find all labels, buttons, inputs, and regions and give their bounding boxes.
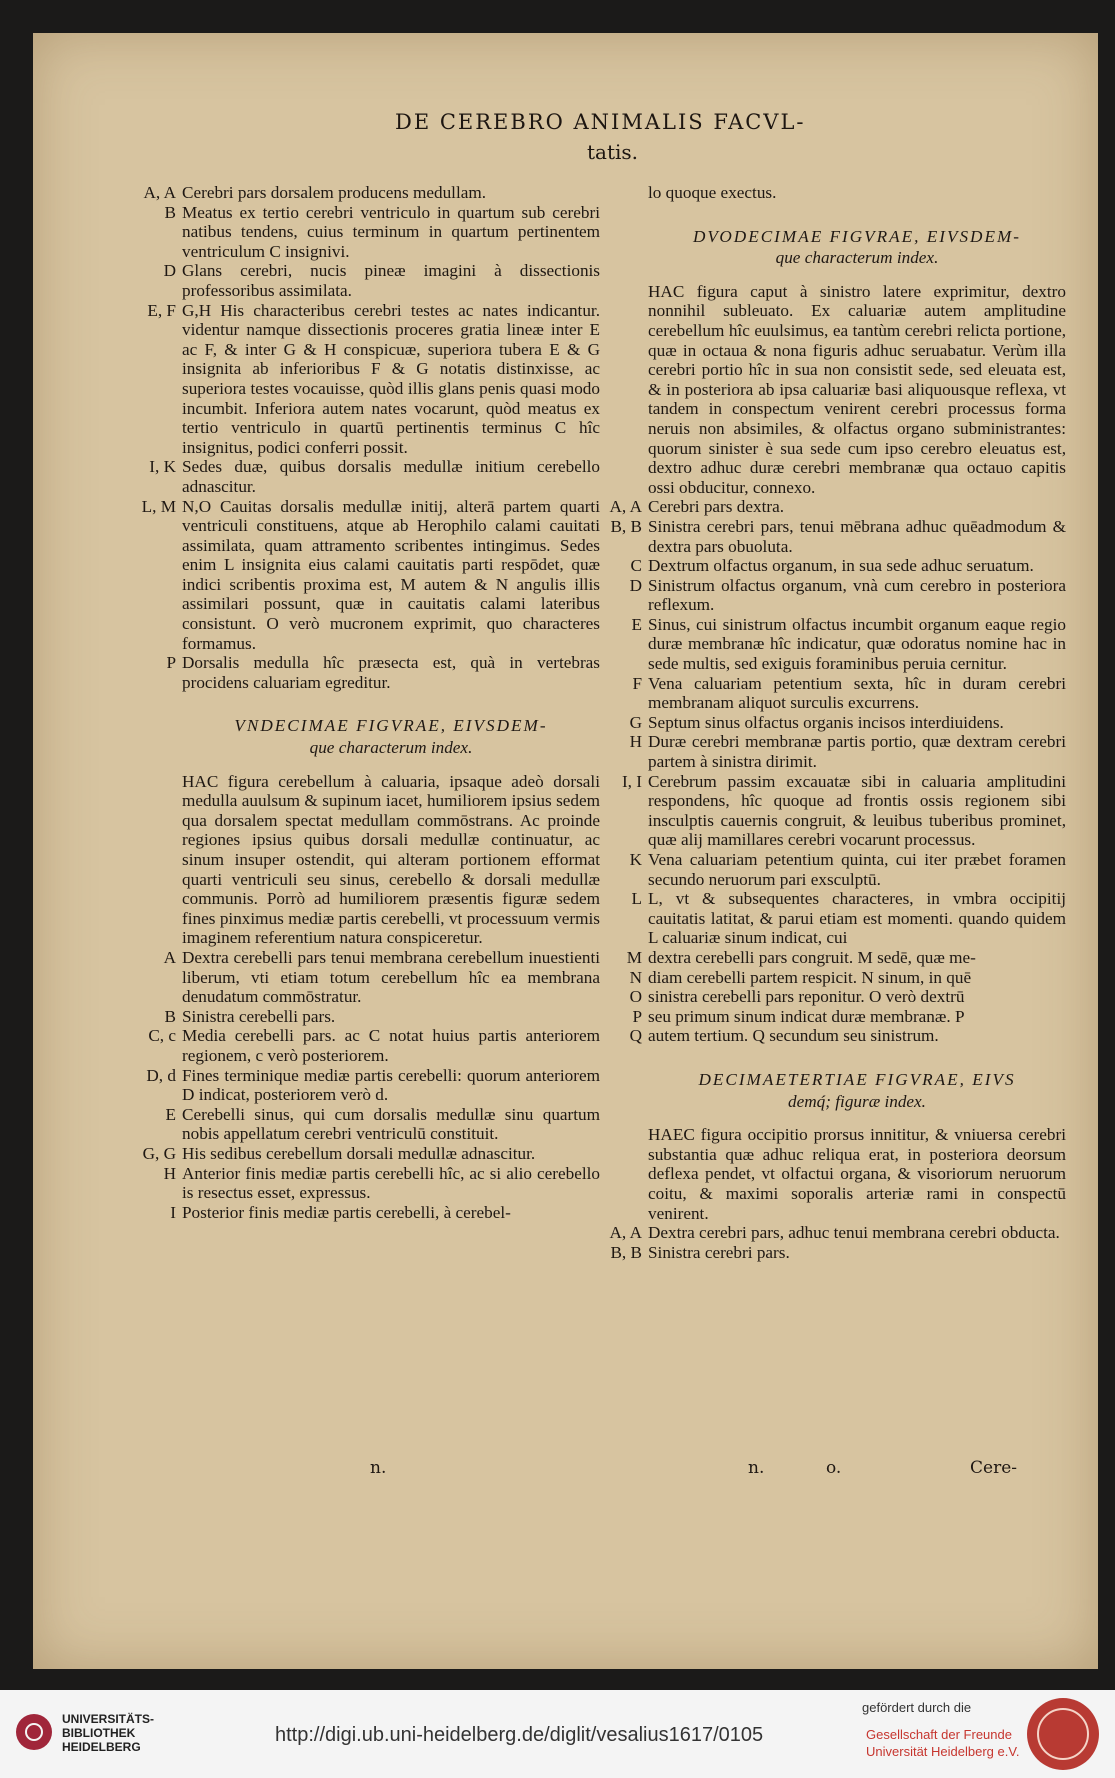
entry-label: P [166, 653, 176, 673]
legend-entry [141, 496, 600, 654]
signature-mark-middle: n. [748, 1458, 765, 1478]
entry-text: N,O Cauitas dorsalis medullæ initij, alterā partem quarti ventriculi constituens, atque ab Herophilo calami cauitati assimilata, quam attramento scribentes intingimus. Sedes enim L insignita eius calami cauitatis parti respōdet, quæ indici scribentis proxima est, M autem & N angulis illis assimilari possunt, quæ in cauitatis calami lateribus consistunt. O verò mucronem exprimit, quo characteres formamus. [182, 496, 600, 653]
entry-text: Media cerebelli pars. ac C notat huius partis anteriorem regionem, c verò posteriorem. [182, 1026, 600, 1065]
legend-entry [164, 202, 600, 262]
entry-label: B [164, 1006, 176, 1026]
entry-text: seu primum sinum indicat duræ membranæ. P [648, 1006, 965, 1026]
legend-entry [143, 183, 600, 203]
entry-label: K [629, 850, 642, 869]
entry-text: Vena caluariam petentium quinta, cui iter præbet foramen secundo neruorum pari exsculptū. [648, 850, 1066, 889]
entry-label: E, F [147, 300, 176, 320]
legend-entry [164, 1006, 600, 1027]
entry-text: Sedes duæ, quibus dorsalis medullæ initium cerebello adnascitur. [182, 457, 600, 496]
funded-by-label: gefördert durch die [862, 1700, 972, 1715]
entry-text: Cerebelli sinus, qui cum dorsalis medullæ sinu quartum nobis appellatum cerebri ventriculū constituit. [182, 1104, 600, 1144]
entry-text: Meatus ex tertio cerebri ventriculo in quartum sub cerebri natibus tendens, cuius terminum in quartum pertinentem ventriculum C insignivi. [182, 202, 600, 261]
legend-entry [610, 516, 1066, 556]
entry-text: Sinistra cerebri pars, tenui mēbrana adhuc quēadmodum & dextra pars obuoluta. [648, 516, 1066, 556]
entry-text: Dextra cerebri pars, adhuc tenui membrana cerebri obducta. [648, 1223, 1060, 1243]
legend-entry [632, 673, 1066, 713]
entry-text: Vena caluariam petentium sexta, hîc in duram cerebri membranam aliquot surculis excurrens. [648, 673, 1066, 713]
legend-entry [626, 947, 1066, 968]
entry-label: L [631, 889, 642, 909]
entry-label: N [629, 967, 642, 987]
legend-entry [631, 614, 1066, 674]
legend-entry [629, 732, 1066, 772]
legend-entry [163, 261, 600, 300]
entry-label: M [626, 947, 642, 967]
legend-entry [609, 497, 1066, 517]
entry-label: I, K [149, 457, 176, 477]
entry-text: Sinistra cerebelli pars. [182, 1006, 336, 1026]
entry-text: Sinus, cui sinistrum olfactus incumbit organum eaque regio duræ membranæ hîc indicatur, quæ odoratus nomine hac in sede multis, sed exiguis foraminibus peruia cernitur. [648, 614, 1066, 674]
entry-label: G, G [142, 1143, 176, 1163]
entry-label: B, B [610, 516, 642, 536]
legend-entry [621, 771, 1066, 850]
entry-text: Cerebri pars dorsalem producens medullam. [182, 183, 487, 202]
entry-label: D, d [146, 1065, 176, 1085]
legend-entry [629, 575, 1066, 615]
legend-entry [629, 1026, 1066, 1046]
entry-text: Dextrum olfactus organum, in sua sede adhuc seruatum. [648, 556, 1034, 576]
entry-label: H [163, 1163, 176, 1183]
entry-label: D [163, 261, 176, 281]
entry-label: C, c [148, 1026, 176, 1046]
legend-entry [142, 1143, 600, 1164]
entry-label: L, M [141, 496, 176, 516]
legend-entry [165, 1104, 600, 1144]
right-column [609, 183, 1066, 1262]
running-head-continuation: tatis. [587, 140, 639, 164]
university-logo-icon[interactable] [16, 1714, 52, 1750]
entry-text: Septum sinus olfactus organis incisos interdiuidens. [648, 712, 1004, 732]
section-subheading: que characterum index. [775, 248, 939, 268]
entry-text: Duræ cerebri membranæ partis portio, quæ dextram cerebri partem à sinistra dirimit. [648, 732, 1066, 772]
permalink-link[interactable]: http://digi.ub.uni-heidelberg.de/diglit/vesalius1617/0105 [275, 1724, 764, 1746]
legend-entry [609, 1223, 1066, 1243]
legend-entry [629, 712, 1066, 733]
legend-entry [629, 987, 1066, 1007]
legend-entry [166, 653, 600, 692]
legend-entry [163, 1163, 600, 1203]
entry-label: F [632, 673, 642, 693]
entry-label: I, I [621, 771, 642, 791]
section-subheading: demq́; figuræ index. [788, 1091, 926, 1111]
entry-label: A, A [609, 497, 642, 517]
section-paragraph: HAC figura caput à sinistro latere exprimitur, dextro nonnihil subleuato. Ex caluariæ autem amplitudine cerebellum hîc euulsimus, ea tantùm cerebri relicta portione, quæ in octaua & nona figuris adhuc seruabatur. Verùm illa cerebri portio hîc in sua non consistit sede, sed eleuata est, & in posteriora ab ipsa caluariæ basi aliquousque reflexa, vt tandem in conspectum venirent cerebri processus forma neruis non absimiles, & olfactus organo subministrantes: quorum sinister è sua sede cum ipso cerebro eleuatus est, dextro adhuc duræ cerebri membranæ qua octauo capitis ossi obducitur, connexo. [648, 281, 1066, 497]
legend-entry [629, 850, 1066, 889]
entry-label: B, B [610, 1242, 642, 1262]
society-seal-icon [1027, 1698, 1099, 1770]
entry-label: I [170, 1202, 176, 1222]
legend-entry [146, 1065, 600, 1105]
entry-text: Posterior finis mediæ partis cerebelli, à cerebel- [182, 1202, 511, 1222]
entry-label: D [629, 575, 642, 595]
entry-label: E [631, 614, 642, 634]
legend-entry [149, 457, 600, 496]
section-paragraph: HAC figura cerebellum à caluaria, ipsaque adeò dorsali medulla auulsum & supinum iacet, humiliorem ipsius sedem qua dorsalem spectat medullam commōstrans. Ac proinde regiones ipsius quibus dorsali medullæ continuatur, ac sinum insuper ostendit, qui alteram portionem efformat quarti ventriculi seu sinus, cerebello & dorsali medullæ communis. Porrò ad humiliorem præsentis figuræ sedem fines pinximus mediæ partis cerebelli, vt processuum vermis imaginem referentium natura conspiceretur. [182, 771, 600, 948]
entry-label: O [629, 987, 642, 1007]
entry-text: Dorsalis medulla hîc præsecta est, quà in vertebras procidens caluariam egreditur. [182, 653, 600, 692]
entry-label: A [163, 947, 176, 967]
entry-label: Q [629, 1026, 642, 1046]
entry-text: Anterior finis mediæ partis cerebelli hîc, ac si alio cerebello is resectus esset, expressus. [182, 1163, 600, 1203]
entry-text: Dextra cerebelli pars tenui membrana cerebellum inuestienti liberum, vti etiam totum cerebellum hîc ea membrana denudatum commōstratur. [182, 947, 600, 1007]
entry-text: autem tertium. Q secundum seu sinistrum. [648, 1026, 939, 1046]
entry-label: G [629, 712, 642, 732]
legend-entry [630, 556, 1066, 576]
legend-entry [147, 300, 600, 458]
permalink[interactable] [275, 1724, 763, 1747]
section-subheading: que characterum index. [309, 738, 473, 758]
legend-entry [170, 1202, 600, 1223]
legend-entry [163, 947, 600, 1007]
continuation-line: lo quoque exectus. [648, 183, 777, 202]
signature-mark-middle-2: o. [826, 1458, 842, 1478]
signature-mark-left: n. [370, 1458, 387, 1478]
entry-label: E [165, 1104, 176, 1124]
entry-text: Cerebrum passim excauatæ sibi in caluaria amplitudini respondens, hîc quoque ad frontis ossis regionem sibi insculptis cauernis congruit, & leuibus tuberibus prominet, quæ alij mamillares cerebri vocarunt processus. [648, 771, 1066, 850]
entry-text: His sedibus cerebellum dorsali medullæ adnascitur. [182, 1143, 536, 1163]
left-column [141, 183, 600, 1222]
entry-text: Sinistra cerebri pars. [648, 1242, 790, 1262]
entry-text: Fines terminique mediæ partis cerebelli: quorum anteriorem D indicat, posteriorem verò d. [182, 1065, 600, 1105]
entry-label: H [629, 732, 642, 752]
section-heading: VNDECIMAE FIGVRAE, EIVSDEM- [234, 716, 548, 736]
entry-text: dextra cerebelli pars congruit. M sedē, quæ me- [648, 947, 976, 967]
legend-entry [610, 1242, 1066, 1263]
entry-text: Glans cerebri, nucis pineæ imagini à dissectionis professoribus assimilata. [182, 261, 600, 300]
entry-text: G,H His characteribus cerebri testes ac nates indicantur. videntur namque dissectionis proceres gratia lineæ inter E ac F, & inter G & H conspicuæ, superiora tubera E & G insignita ab inferioribus F & G notatis distinxisse, ac superiora testes vocauisse, quòd illis glans penis quasi modo incumbit. Inferiora autem nates vocarunt, quòd meatus ex tertio ventriculo in quartū pertinentis terminus C hîc insignitus, podici conferri possit. [182, 300, 600, 457]
viewer-footer [0, 1690, 1115, 1778]
entry-label: P [632, 1006, 642, 1026]
entry-text: diam cerebelli partem respicit. N sinum, in quē [648, 967, 972, 987]
section-heading: DVODECIMAE FIGVRAE, EIVSDEM- [692, 226, 1021, 246]
society-name[interactable]: Gesellschaft der Freunde Universität Heidelberg e.V. [866, 1727, 1020, 1759]
entry-label: A, A [609, 1223, 642, 1243]
entry-text: sinistra cerebelli pars reponitur. O verò dextrū [648, 987, 965, 1007]
legend-entry [629, 967, 1066, 988]
legend-entry [148, 1026, 600, 1065]
legend-entry [632, 1006, 1066, 1027]
entry-label: B [164, 202, 176, 222]
entry-label: C [630, 556, 642, 576]
running-head: DE CEREBRO ANIMALIS FACVL- [395, 110, 806, 134]
entry-text: Cerebri pars dextra. [648, 497, 785, 517]
legend-entry [631, 889, 1066, 948]
section-paragraph: HAEC figura occipitio prorsus innititur, & vniuersa cerebri substantia quæ adhuc reliqua erat, in posteriora deorsum deflexa pendet, vt olfactui organa, & visoriorum neruorum coitu, & maximi soporalis arteriæ rami in conspectū venirent. [648, 1125, 1066, 1223]
entry-label: A, A [143, 183, 176, 202]
section-heading: DECIMAETERTIAE FIGVRAE, EIVS [698, 1069, 1016, 1089]
university-library-name: UNIVERSITÄTS- BIBLIOTHEK HEIDELBERG [62, 1712, 155, 1754]
catchword: Cere- [970, 1458, 1017, 1478]
entry-text: Sinistrum olfactus organum, vnà cum cerebro in posteriora reflexum. [648, 575, 1066, 615]
entry-text: L, vt & subsequentes characteres, in vmbra occipitij cauitatis latitat, & parui etiam est momenti. quando quidem L caluariæ sinum indicat, cui [648, 889, 1066, 948]
